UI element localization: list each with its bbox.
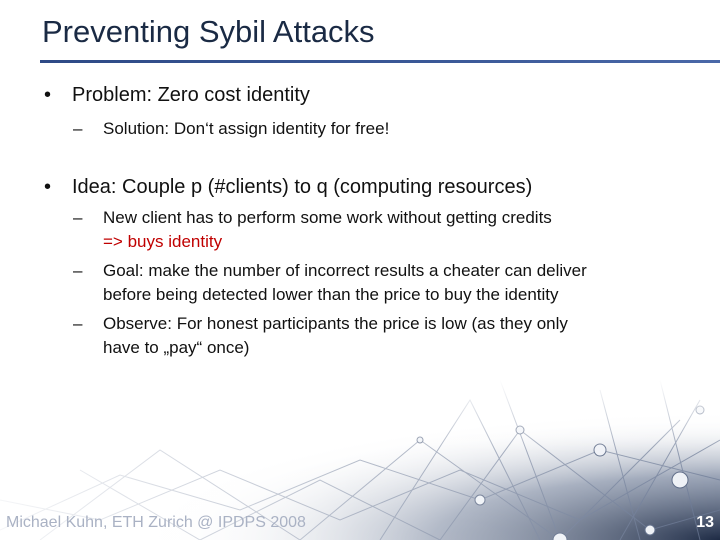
bullet-text: Idea: Couple p (#clients) to q (computing resources) bbox=[72, 176, 533, 198]
sub-bullet-solution bbox=[73, 117, 389, 141]
sub-bullet-text: Solution: Don‘t assign identity for free! bbox=[103, 119, 390, 138]
sub-bullet-new-client bbox=[73, 206, 552, 254]
dash-symbol: – bbox=[73, 314, 83, 333]
sub-bullet-line: Goal: make the number of incorrect results a cheater can deliver bbox=[103, 261, 587, 280]
sub-bullet-line: before being detected lower than the price to buy the identity bbox=[103, 285, 559, 304]
slide-title: Preventing Sybil Attacks bbox=[42, 14, 375, 49]
page-number: 13 bbox=[696, 514, 714, 531]
sub-bullet-observe bbox=[73, 312, 568, 360]
dash-symbol: – bbox=[73, 119, 83, 138]
footer-author: Michael Kuhn, ETH Zurich @ IPDPS 2008 bbox=[6, 514, 306, 531]
sub-bullet-line: have to „pay“ once) bbox=[103, 338, 250, 357]
sub-bullet-line: New client has to perform some work without getting credits bbox=[103, 208, 552, 227]
sub-bullet-goal bbox=[73, 259, 587, 307]
bullet-text: Problem: Zero cost identity bbox=[72, 84, 310, 106]
buys-identity-highlight: => buys identity bbox=[103, 232, 223, 251]
dash-symbol: – bbox=[73, 208, 83, 227]
bullet-symbol: • bbox=[44, 176, 52, 198]
sub-bullet-line: Observe: For honest participants the price is low (as they only bbox=[103, 314, 568, 333]
bullet-symbol: • bbox=[44, 84, 52, 106]
dash-symbol: – bbox=[73, 261, 83, 280]
